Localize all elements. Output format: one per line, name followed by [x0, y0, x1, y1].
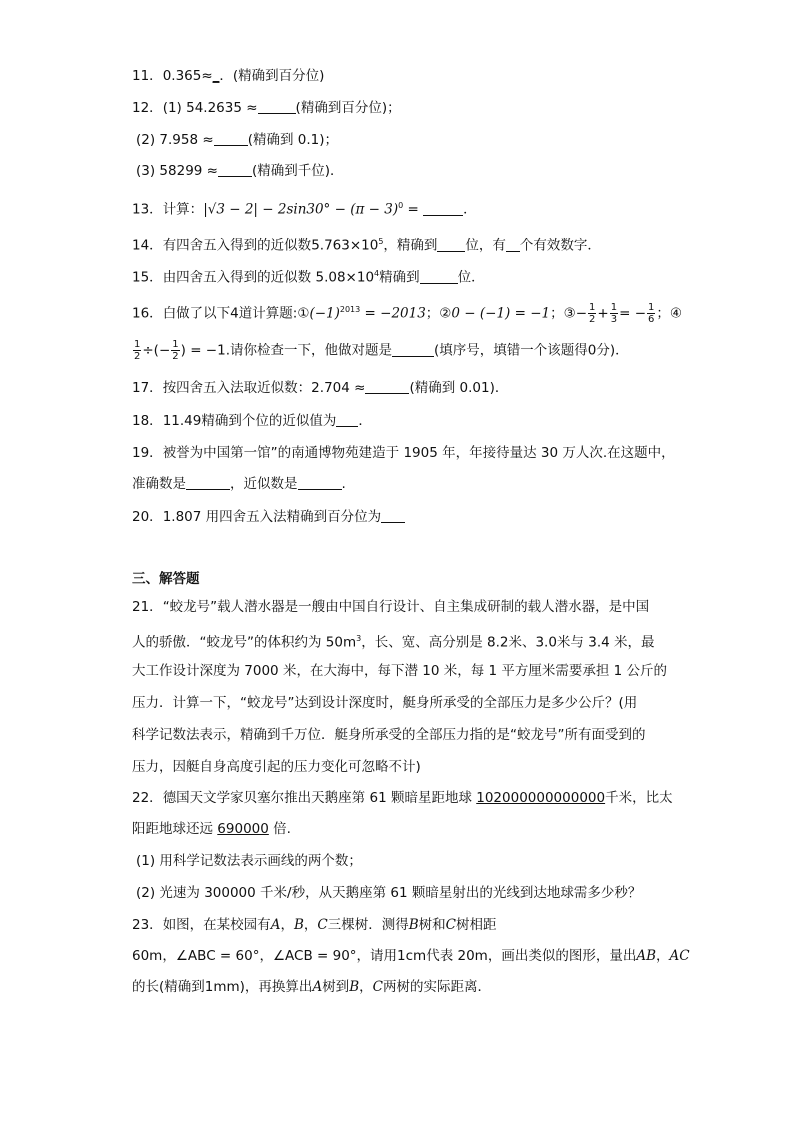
- question-21-line-2: 人的骄傲．“蛟龙号”的体积约为 $50m^3$，长、宽、高分别是 8.2米、3.0米与 3.4 米，最: [132, 634, 655, 651]
- question-20: 20．1.807 用四舍五入法精确到百分位为: [132, 507, 672, 527]
- q16-number: 16．: [132, 305, 163, 322]
- question-15: 15．由四舍五入得到的近似数 $5.08\times 10^4$精确到 位．: [132, 269, 485, 286]
- question-17: 17．按四舍五入法取近似数：2.704 ≈ (精确到 0.01)．: [132, 380, 509, 396]
- fraction: $\frac{1}{2}$: [589, 302, 596, 325]
- q19-blank-1: [186, 475, 230, 490]
- q19-number: 19．: [132, 445, 163, 461]
- question-22-part-2: (2) 光速为 300000 千米/秒，从天鹅座第 61 颗暗星射出的光线到达地球需多少秒？: [136, 885, 642, 901]
- fraction: $\frac{1}{2}$: [172, 339, 179, 362]
- fraction: $\frac{1}{6}$: [648, 302, 655, 325]
- q12-3-blank: [218, 162, 252, 177]
- q20-number: 20．: [132, 509, 163, 525]
- q20-blank: [381, 508, 405, 523]
- question-14: 14．有四舍五入得到的近似数$5.763\times 10^5$，精确到 位，有 个有效数字．: [132, 237, 601, 254]
- q17-number: 17．: [132, 380, 163, 396]
- question-21-line-5: 科学记数法表示，精确到千万位．艇身所承受的全部压力指的是“蛟龙号”所有面受到的: [132, 727, 646, 743]
- q18-number: 18．: [132, 413, 163, 429]
- question-21-line-4: 压力．计算一下，“蛟龙号”达到设计深度时，艇身所承受的全部压力是多少公斤？(用: [132, 695, 638, 711]
- fraction: $\frac{1}{2}$: [134, 339, 141, 362]
- q15-number: 15．: [132, 269, 163, 286]
- question-11: 11．0.365≈_．(精确到百分位): [132, 68, 325, 84]
- question-16-line-2: $\frac{1}{2}$ ÷(− $\frac{1}{2}$ ) = −1.请你检查一下，他做对题是 (填序号，填错一个该题得0分)．: [134, 339, 629, 362]
- q16-blank: [392, 342, 434, 357]
- question-12-part-3: (3) 58299 ≈ (精确到千位)．: [136, 163, 344, 179]
- section-heading: 三、解答题: [132, 571, 200, 587]
- q11-blank: _: [212, 68, 220, 84]
- question-16: 16．白做了以下4道计算题$:①(-1)^{2013} = -2013$；②0 − (−1) = −1；③− $\frac{1}{2}$ + $\frac{1}{3}$ = − $\frac{1}{6}$ ；④: [132, 302, 683, 325]
- question-13: 13．计算：$|√3 - 2| - 2\sin 30^\circ - (\pi - 3)^0$ = ．: [132, 201, 477, 218]
- question-22: 22．德国天文学家贝塞尔推出天鹅座第 61 颗暗星距地球 102000000000000千米，比太: [132, 790, 673, 806]
- fraction: $\frac{1}{3}$: [610, 302, 618, 325]
- question-23-line-3: 的长(精确到1mm)，再换算出A树到B，C两树的实际距离．: [132, 979, 491, 995]
- question-12: 12．(1) 54.2635 ≈ (精确到百分位)；: [132, 100, 401, 116]
- q13-expression: |√3 − 2| − 2sin30° − (π − 3): [203, 201, 399, 218]
- q12-2-blank: [214, 131, 248, 146]
- q19-blank-2: [298, 475, 342, 490]
- question-21-line-6: 压力，因艇自身高度引起的压力变化可忽略不计): [132, 759, 421, 775]
- q12-1-blank: [258, 99, 296, 114]
- underlined-number-1: 102000000000000: [476, 790, 606, 806]
- question-21-line-3: 大工作设计深度为 7000 米，在大海中，每下潜 10 米，每 1 平方厘米需要承担 1 公斤的: [132, 663, 668, 679]
- question-18: 18．11.49精确到个位的近似值为 ．: [132, 413, 372, 429]
- q13-blank: [423, 201, 463, 216]
- q14-blank-2: [506, 237, 520, 252]
- question-19: 19．被誉为中国第一馆”的南通博物苑建造于 1905 年，年接待量达 30 万人次.在这题中，: [132, 445, 675, 461]
- underlined-number-2: 690000: [217, 821, 269, 837]
- question-22-part-1: (1) 用科学记数法表示画线的两个数；: [136, 853, 362, 869]
- q21-number: 21．: [132, 599, 163, 615]
- question-19-line-2: 准确数是 ，近似数是 .: [132, 476, 346, 492]
- q17-blank: [365, 379, 409, 394]
- question-23: 23．如图，在某校园有A，B，C三棵树．测得B树和C树相距: [132, 917, 497, 933]
- question-23-line-2: 60m，∠ABC = 60°，∠ACB = 90°，请用1cm代表 20m，画出类似的图形，量出AB，AC: [132, 948, 690, 964]
- q12-number: 12．: [132, 100, 163, 116]
- q14-number: 14．: [132, 237, 163, 254]
- question-22-line-2: 阳距地球还远 690000 倍.: [132, 821, 291, 837]
- q11-number: 11．: [132, 68, 163, 84]
- q22-number: 22．: [132, 790, 163, 806]
- q23-number: 23．: [132, 917, 163, 933]
- q18-blank: [336, 412, 358, 427]
- question-21: 21．“蛟龙号”载人潜水器是一艘由中国自行设计、自主集成研制的载人潜水器，是中国: [132, 599, 650, 615]
- q15-blank: [420, 269, 458, 284]
- q14-blank-1: [437, 237, 465, 252]
- question-12-part-2: (2) 7.958 ≈ (精确到 0.1)；: [136, 132, 338, 148]
- q13-number: 13．: [132, 201, 163, 218]
